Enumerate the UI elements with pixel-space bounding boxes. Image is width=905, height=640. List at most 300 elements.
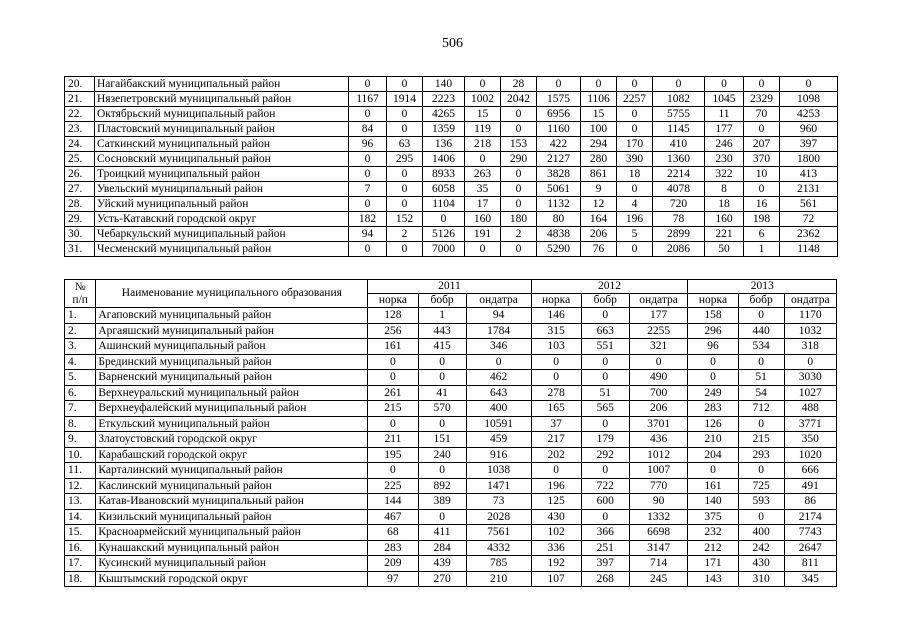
value-cell: 78: [653, 212, 705, 227]
value-cell: 140: [423, 77, 465, 92]
value-cell: 4265: [423, 107, 465, 122]
row-number-cell: 24.: [65, 137, 95, 152]
value-cell: 375: [688, 509, 738, 525]
value-cell: 439: [418, 556, 466, 572]
municipality-name-cell: Увельский муниципальный район: [95, 182, 349, 197]
value-cell: 100: [581, 122, 617, 137]
value-cell: 2647: [784, 540, 836, 556]
value-cell: 165: [531, 401, 581, 417]
header-sub-beaver: бобр: [418, 294, 466, 308]
value-cell: 1032: [784, 323, 836, 339]
value-cell: 0: [387, 167, 423, 182]
value-cell: 370: [744, 152, 780, 167]
municipality-name-cell: Катав-Ивановский муниципальный район: [96, 494, 368, 510]
value-cell: 459: [466, 432, 531, 448]
table-row: [65, 401, 837, 417]
value-cell: 0: [705, 77, 744, 92]
value-cell: 210: [466, 571, 531, 587]
value-cell: 861: [581, 167, 617, 182]
value-cell: 916: [466, 447, 531, 463]
value-cell: 440: [738, 323, 784, 339]
value-cell: 283: [368, 540, 418, 556]
municipality-name-cell: Каслинский муниципальный район: [96, 478, 368, 494]
row-number-cell: 8.: [65, 416, 96, 432]
value-cell: 0: [629, 354, 688, 370]
row-number-cell: 2.: [65, 323, 96, 339]
value-cell: 70: [744, 107, 780, 122]
value-cell: 0: [688, 354, 738, 370]
value-cell: 8933: [423, 167, 465, 182]
value-cell: 322: [705, 167, 744, 182]
value-cell: 400: [466, 401, 531, 417]
municipality-name-cell: Красноармейский муниципальный район: [96, 525, 368, 541]
value-cell: 9: [581, 182, 617, 197]
value-cell: 4: [617, 197, 653, 212]
value-cell: 1360: [653, 152, 705, 167]
value-cell: 212: [688, 540, 738, 556]
value-cell: 593: [738, 494, 784, 510]
value-cell: 221: [705, 227, 744, 242]
value-cell: 270: [418, 571, 466, 587]
value-cell: 3771: [784, 416, 836, 432]
value-cell: 0: [387, 197, 423, 212]
value-cell: 2214: [653, 167, 705, 182]
row-number-cell: 30.: [65, 227, 95, 242]
municipality-name-cell: Кусинский муниципальный район: [96, 556, 368, 572]
value-cell: 251: [581, 540, 629, 556]
value-cell: 2329: [744, 92, 780, 107]
value-cell: 128: [368, 308, 418, 324]
row-number-cell: 6.: [65, 385, 96, 401]
header-year-2013: 2013: [688, 280, 837, 294]
value-cell: 390: [617, 152, 653, 167]
value-cell: 561: [780, 197, 838, 212]
value-cell: 28: [501, 77, 537, 92]
row-number-cell: 17.: [65, 556, 96, 572]
value-cell: 1332: [629, 509, 688, 525]
value-cell: 161: [688, 478, 738, 494]
header-sub-mink: норка: [531, 294, 581, 308]
municipality-name-cell: Варненский муниципальный район: [96, 370, 368, 386]
table-row: [65, 212, 838, 227]
header-sub-mink: норка: [368, 294, 418, 308]
value-cell: 261: [368, 385, 418, 401]
value-cell: 249: [688, 385, 738, 401]
value-cell: 1359: [423, 122, 465, 137]
value-cell: 1045: [705, 92, 744, 107]
value-cell: 242: [738, 540, 784, 556]
value-cell: 96: [688, 339, 738, 355]
row-number-cell: 16.: [65, 540, 96, 556]
value-cell: 6058: [423, 182, 465, 197]
value-cell: 136: [423, 137, 465, 152]
table-row: [65, 197, 838, 212]
value-cell: 2: [387, 227, 423, 242]
value-cell: 0: [349, 197, 387, 212]
value-cell: 1007: [629, 463, 688, 479]
header-number-cell: [65, 280, 96, 308]
value-cell: 0: [531, 354, 581, 370]
value-cell: 0: [418, 463, 466, 479]
value-cell: 700: [629, 385, 688, 401]
table-row: [65, 152, 838, 167]
header-sub-mink: норка: [688, 294, 738, 308]
value-cell: 230: [705, 152, 744, 167]
row-number-cell: 25.: [65, 152, 95, 167]
value-cell: 1020: [784, 447, 836, 463]
value-cell: 2086: [653, 242, 705, 257]
municipality-name-cell: Нязепетровский муниципальный район: [95, 92, 349, 107]
value-cell: 3828: [537, 167, 581, 182]
table-row: [65, 339, 837, 355]
row-number-cell: 20.: [65, 77, 95, 92]
value-cell: 413: [780, 167, 838, 182]
value-cell: 3701: [629, 416, 688, 432]
municipality-name-cell: Карабашский городской округ: [96, 447, 368, 463]
value-cell: 96: [349, 137, 387, 152]
value-cell: 160: [465, 212, 501, 227]
value-cell: 5126: [423, 227, 465, 242]
value-cell: 51: [581, 385, 629, 401]
value-cell: 4253: [780, 107, 838, 122]
row-number-cell: 10.: [65, 447, 96, 463]
value-cell: 488: [784, 401, 836, 417]
header-sub-muskrat: ондатра: [784, 294, 836, 308]
municipality-name-cell: Златоустовский городской округ: [96, 432, 368, 448]
value-cell: 411: [418, 525, 466, 541]
value-cell: 0: [581, 463, 629, 479]
value-cell: 321: [629, 339, 688, 355]
value-cell: 160: [705, 212, 744, 227]
fur-animals-table: [64, 279, 837, 587]
value-cell: 0: [418, 370, 466, 386]
value-cell: 565: [581, 401, 629, 417]
value-cell: 0: [387, 182, 423, 197]
value-cell: 15: [465, 107, 501, 122]
value-cell: 443: [418, 323, 466, 339]
value-cell: 2362: [780, 227, 838, 242]
table-row: [65, 432, 837, 448]
value-cell: 125: [531, 494, 581, 510]
value-cell: 0: [465, 242, 501, 257]
value-cell: 51: [738, 370, 784, 386]
value-cell: 1148: [780, 242, 838, 257]
value-cell: 94: [349, 227, 387, 242]
value-cell: 0: [387, 107, 423, 122]
municipality-name-cell: Кунашакский муниципальный район: [96, 540, 368, 556]
table-row: [65, 509, 837, 525]
value-cell: 196: [531, 478, 581, 494]
table-row: [65, 167, 838, 182]
value-cell: 196: [617, 212, 653, 227]
value-cell: 0: [688, 463, 738, 479]
value-cell: 84: [349, 122, 387, 137]
value-cell: 72: [780, 212, 838, 227]
value-cell: 490: [629, 370, 688, 386]
value-cell: 198: [744, 212, 780, 227]
row-number-cell: 12.: [65, 478, 96, 494]
value-cell: 207: [744, 137, 780, 152]
value-cell: 0: [531, 370, 581, 386]
value-cell: 430: [738, 556, 784, 572]
value-cell: 126: [688, 416, 738, 432]
table-row: [65, 556, 837, 572]
value-cell: 725: [738, 478, 784, 494]
row-number-cell: 9.: [65, 432, 96, 448]
municipality-name-cell: Агаповский муниципальный район: [96, 308, 368, 324]
value-cell: 164: [581, 212, 617, 227]
table-row: [65, 242, 838, 257]
value-cell: 3030: [784, 370, 836, 386]
value-cell: 350: [784, 432, 836, 448]
value-cell: 41: [418, 385, 466, 401]
value-cell: 400: [738, 525, 784, 541]
value-cell: 666: [784, 463, 836, 479]
value-cell: 0: [581, 308, 629, 324]
value-cell: 68: [368, 525, 418, 541]
value-cell: 5290: [537, 242, 581, 257]
value-cell: 2028: [466, 509, 531, 525]
value-cell: 80: [537, 212, 581, 227]
value-cell: 232: [688, 525, 738, 541]
value-cell: 18: [705, 197, 744, 212]
value-cell: 410: [653, 137, 705, 152]
value-cell: 0: [501, 182, 537, 197]
value-cell: 643: [466, 385, 531, 401]
value-cell: 0: [349, 167, 387, 182]
value-cell: 225: [368, 478, 418, 494]
value-cell: 1002: [465, 92, 501, 107]
value-cell: 37: [531, 416, 581, 432]
value-cell: 534: [738, 339, 784, 355]
row-number-cell: 7.: [65, 401, 96, 417]
value-cell: 6698: [629, 525, 688, 541]
value-cell: 1104: [423, 197, 465, 212]
value-cell: 102: [531, 525, 581, 541]
value-cell: 0: [581, 77, 617, 92]
value-cell: 293: [738, 447, 784, 463]
value-cell: 1170: [784, 308, 836, 324]
value-cell: 6: [744, 227, 780, 242]
value-cell: 215: [368, 401, 418, 417]
table-row: [65, 385, 837, 401]
value-cell: 177: [705, 122, 744, 137]
continuation-table-body: [65, 77, 838, 257]
value-cell: 152: [387, 212, 423, 227]
value-cell: 0: [501, 122, 537, 137]
header-sub-muskrat: ондатра: [629, 294, 688, 308]
value-cell: 140: [688, 494, 738, 510]
value-cell: 278: [531, 385, 581, 401]
value-cell: 215: [738, 432, 784, 448]
row-number-cell: 23.: [65, 122, 95, 137]
value-cell: 0: [581, 370, 629, 386]
value-cell: 0: [418, 416, 466, 432]
value-cell: 0: [738, 509, 784, 525]
value-cell: 960: [780, 122, 838, 137]
table-row: [65, 525, 837, 541]
value-cell: 1012: [629, 447, 688, 463]
municipality-name-cell: Саткинский муниципальный район: [95, 137, 349, 152]
value-cell: 0: [349, 107, 387, 122]
value-cell: 4078: [653, 182, 705, 197]
row-number-cell: 13.: [65, 494, 96, 510]
value-cell: 15: [581, 107, 617, 122]
value-cell: 0: [744, 182, 780, 197]
value-cell: 0: [349, 77, 387, 92]
value-cell: 4332: [466, 540, 531, 556]
table-row: [65, 227, 838, 242]
value-cell: 1575: [537, 92, 581, 107]
value-cell: 5061: [537, 182, 581, 197]
value-cell: 210: [688, 432, 738, 448]
value-cell: 103: [531, 339, 581, 355]
table-row: [65, 122, 838, 137]
value-cell: 0: [368, 370, 418, 386]
municipality-name-cell: Чесменский муниципальный район: [95, 242, 349, 257]
municipality-name-cell: Брединский муниципальный район: [96, 354, 368, 370]
value-cell: 0: [617, 107, 653, 122]
table-row: [65, 107, 838, 122]
value-cell: 0: [418, 509, 466, 525]
value-cell: 1145: [653, 122, 705, 137]
value-cell: 1914: [387, 92, 423, 107]
value-cell: 170: [617, 137, 653, 152]
municipality-name-cell: Октябрьский муниципальный район: [95, 107, 349, 122]
value-cell: 144: [368, 494, 418, 510]
value-cell: 18: [617, 167, 653, 182]
value-cell: 204: [688, 447, 738, 463]
value-cell: 0: [501, 242, 537, 257]
value-cell: 5755: [653, 107, 705, 122]
value-cell: 0: [465, 77, 501, 92]
value-cell: 1098: [780, 92, 838, 107]
row-number-cell: 21.: [65, 92, 95, 107]
value-cell: 94: [466, 308, 531, 324]
row-number-cell: 29.: [65, 212, 95, 227]
value-cell: 7000: [423, 242, 465, 257]
municipality-name-cell: Усть-Катавский городской округ: [95, 212, 349, 227]
value-cell: 1: [418, 308, 466, 324]
value-cell: 1027: [784, 385, 836, 401]
value-cell: 7561: [466, 525, 531, 541]
municipality-name-cell: Сосновский муниципальный район: [95, 152, 349, 167]
value-cell: 811: [784, 556, 836, 572]
value-cell: 1471: [466, 478, 531, 494]
row-number-cell: 26.: [65, 167, 95, 182]
value-cell: 97: [368, 571, 418, 587]
value-cell: 0: [387, 122, 423, 137]
value-cell: 491: [784, 478, 836, 494]
value-cell: 256: [368, 323, 418, 339]
value-cell: 7743: [784, 525, 836, 541]
table-row: [65, 540, 837, 556]
value-cell: 462: [466, 370, 531, 386]
value-cell: 2127: [537, 152, 581, 167]
value-cell: 1160: [537, 122, 581, 137]
value-cell: 0: [581, 354, 629, 370]
value-cell: 712: [738, 401, 784, 417]
value-cell: 0: [501, 107, 537, 122]
value-cell: 171: [688, 556, 738, 572]
value-cell: 107: [531, 571, 581, 587]
value-cell: 209: [368, 556, 418, 572]
value-cell: 0: [780, 77, 838, 92]
value-cell: 0: [738, 354, 784, 370]
value-cell: 11: [705, 107, 744, 122]
value-cell: 346: [466, 339, 531, 355]
municipality-name-cell: Ашинский муниципальный район: [96, 339, 368, 355]
value-cell: 268: [581, 571, 629, 587]
table-row: [65, 416, 837, 432]
row-number-cell: 18.: [65, 571, 96, 587]
value-cell: 6956: [537, 107, 581, 122]
value-cell: 2: [501, 227, 537, 242]
table-row: [65, 308, 837, 324]
value-cell: 146: [531, 308, 581, 324]
value-cell: 785: [466, 556, 531, 572]
value-cell: 436: [629, 432, 688, 448]
value-cell: 50: [705, 242, 744, 257]
table-row: [65, 571, 837, 587]
value-cell: 263: [465, 167, 501, 182]
value-cell: 720: [653, 197, 705, 212]
value-cell: 246: [705, 137, 744, 152]
value-cell: 2131: [780, 182, 838, 197]
value-cell: 0: [744, 77, 780, 92]
table-row: [65, 370, 837, 386]
value-cell: 211: [368, 432, 418, 448]
municipality-name-cell: Пластовский муниципальный район: [95, 122, 349, 137]
value-cell: 10: [744, 167, 780, 182]
header-year-2012: 2012: [531, 280, 688, 294]
value-cell: 8: [705, 182, 744, 197]
value-cell: 63: [387, 137, 423, 152]
value-cell: 161: [368, 339, 418, 355]
value-cell: 318: [784, 339, 836, 355]
value-cell: 295: [387, 152, 423, 167]
value-cell: 551: [581, 339, 629, 355]
table-header: [65, 280, 837, 308]
value-cell: 2223: [423, 92, 465, 107]
value-cell: 0: [368, 416, 418, 432]
value-cell: 0: [617, 77, 653, 92]
municipality-name-cell: Уйский муниципальный район: [95, 197, 349, 212]
value-cell: 0: [465, 152, 501, 167]
table-row: [65, 354, 837, 370]
value-cell: 1800: [780, 152, 838, 167]
value-cell: 0: [387, 77, 423, 92]
value-cell: 0: [581, 509, 629, 525]
header-sub-beaver: бобр: [581, 294, 629, 308]
row-number-cell: 15.: [65, 525, 96, 541]
value-cell: 336: [531, 540, 581, 556]
row-number-cell: 1.: [65, 308, 96, 324]
value-cell: 1082: [653, 92, 705, 107]
row-number-cell: 27.: [65, 182, 95, 197]
value-cell: 283: [688, 401, 738, 417]
value-cell: 180: [501, 212, 537, 227]
value-cell: 310: [738, 571, 784, 587]
table-row: [65, 494, 837, 510]
value-cell: 3147: [629, 540, 688, 556]
value-cell: 151: [418, 432, 466, 448]
value-cell: 0: [688, 370, 738, 386]
value-cell: 284: [418, 540, 466, 556]
value-cell: 0: [581, 416, 629, 432]
municipality-name-cell: Еткульский муниципальный район: [96, 416, 368, 432]
value-cell: 397: [581, 556, 629, 572]
